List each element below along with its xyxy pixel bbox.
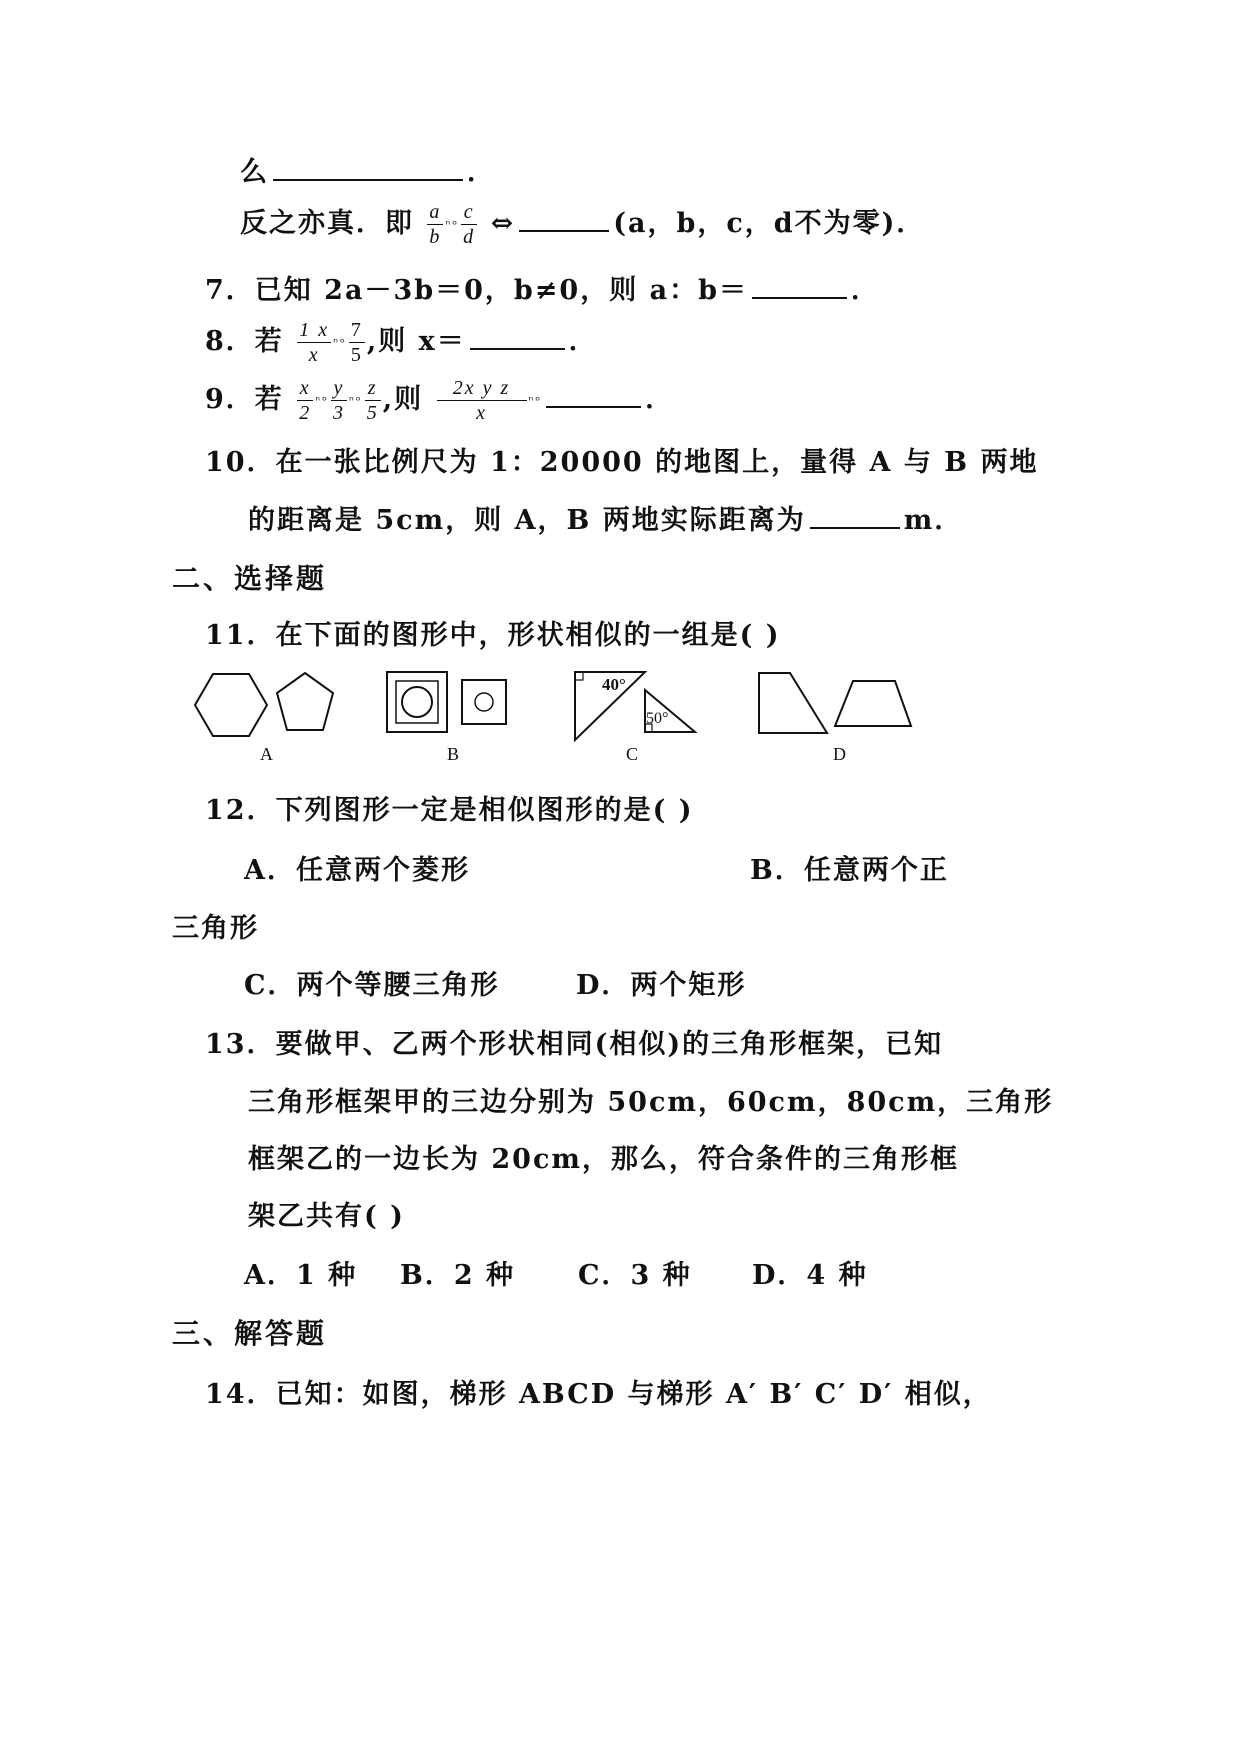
hexagon-shape xyxy=(195,674,267,736)
punct: ． xyxy=(645,384,675,415)
question-8: 8．若 $\frac{1 x}{x}$ ⁿᵒ $\frac{7}{5}$ ,则 x＝ ． xyxy=(205,319,598,366)
q12-option-d: D．两个矩形 xyxy=(576,970,747,1001)
question-8-suffix: ,则 x＝ xyxy=(366,326,466,357)
q12-option-a: A．任意两个菱形 xyxy=(244,855,470,886)
punct: ． xyxy=(850,275,880,306)
section-heading-answer: 三、解答题 xyxy=(172,1317,328,1350)
angle-label-40: 40° xyxy=(602,675,626,694)
fraction-c-d: $\frac{c}{d}$ xyxy=(463,201,476,248)
question-13-line-4: 架乙共有( ) xyxy=(248,1201,405,1232)
question-9-prefix: 9．若 xyxy=(205,384,284,415)
q6-cont-text: 么 xyxy=(240,157,269,188)
q13-option-b: B．2 种 xyxy=(400,1260,516,1291)
punct: ． xyxy=(568,326,598,357)
answer-blank[interactable] xyxy=(546,380,641,408)
q6-converse-suffix: (a，b，c，d不为零)． xyxy=(613,208,926,239)
angle-label-50: 50° xyxy=(646,710,669,727)
question-14: 14．已知：如图，梯形 ABCD 与梯形 A′ B′ C′ D′ 相似， xyxy=(205,1379,992,1410)
q12-option-c: C．两个等腰三角形 xyxy=(244,970,500,1001)
question-8-prefix: 8．若 xyxy=(205,326,284,357)
fraction-a-b: $\frac{a}{b}$ xyxy=(429,201,442,248)
figure-label-a: A xyxy=(260,744,273,764)
figure-label-c: C xyxy=(626,744,639,764)
q13-option-d: D．4 种 xyxy=(752,1260,868,1291)
q13-option-c: C．3 种 xyxy=(578,1260,692,1291)
question-9-mid: ,则 xyxy=(382,384,424,415)
q12-option-b-continued: 三角形 xyxy=(172,913,259,944)
q13-option-a: A．1 种 xyxy=(244,1260,358,1291)
trapezoid-isosceles xyxy=(835,681,911,726)
fraction-expression: $\frac{\text{2x y z}}{x}$ xyxy=(437,376,527,425)
answer-blank[interactable] xyxy=(470,322,565,350)
pentagon-shape xyxy=(277,673,333,730)
question-7-text: 7．已知 2a－3b＝0，b≠0，则 a：b＝ xyxy=(205,275,748,306)
q12-option-b: B．任意两个正 xyxy=(750,855,949,886)
question-13-line-1: 13．要做甲、乙两个形状相同(相似)的三角形框架，已知 xyxy=(205,1029,944,1060)
question-10-text: 的距离是 5cm，则 A，B 两地实际距离为 xyxy=(248,505,806,536)
q6-converse-prefix: 反之亦真．即 xyxy=(240,208,414,239)
section-heading-choice: 二、选择题 xyxy=(172,562,328,595)
q6-continuation-line: 么 ． xyxy=(240,150,496,189)
q6-converse-line: 反之亦真．即 $\frac{a}{b}$ ⁿᵒ $\frac{c}{d}$ ⇔ (a，b，c，d不为零)． xyxy=(240,201,926,248)
answer-blank[interactable] xyxy=(752,271,847,299)
equivalence-symbol: ⇔ xyxy=(490,208,516,239)
fraction-z-5: $\frac{z}{5}$ xyxy=(366,377,379,424)
fraction-x-2: $\frac{x}{2}$ xyxy=(299,377,312,424)
answer-blank[interactable] xyxy=(273,153,463,181)
unit: m． xyxy=(903,505,964,536)
square-small xyxy=(462,680,506,724)
question-10-line-1: 10．在一张比例尺为 1：20000 的地图上，量得 A 与 B 两地 xyxy=(205,447,1039,478)
answer-blank[interactable] xyxy=(810,501,900,529)
question-13-line-3: 框架乙的一边长为 20cm，那么，符合条件的三角形框 xyxy=(248,1144,959,1175)
question-11: 11．在下面的图形中，形状相似的一组是( ) xyxy=(205,620,781,651)
answer-blank[interactable] xyxy=(519,204,609,232)
question-9: 9．若 $\frac{x}{2}$ ⁿᵒ $\frac{y}{3}$ ⁿᵒ $\frac{z}{5}$ ,则 $\frac{\text{2x y z}}{x}$ ⁿᵒ ． xyxy=(205,377,675,424)
fraction-1-x-over-x: $\frac{1 x}{x}$ xyxy=(299,319,330,366)
question-12: 12．下列图形一定是相似图形的是( ) xyxy=(205,795,694,826)
trapezoid-right xyxy=(759,673,827,733)
question-13-line-2: 三角形框架甲的三边分别为 50cm，60cm，80cm，三角形 xyxy=(248,1087,1054,1118)
fraction-7-5: $\frac{7}{5}$ xyxy=(350,319,363,366)
q11-figures xyxy=(185,660,925,770)
figure-label-d: D xyxy=(833,744,846,764)
fraction-y-3: $\frac{y}{3}$ xyxy=(332,377,345,424)
question-7 xyxy=(205,268,880,307)
question-10-line-2 xyxy=(248,498,963,537)
figure-label-b: B xyxy=(447,744,460,764)
